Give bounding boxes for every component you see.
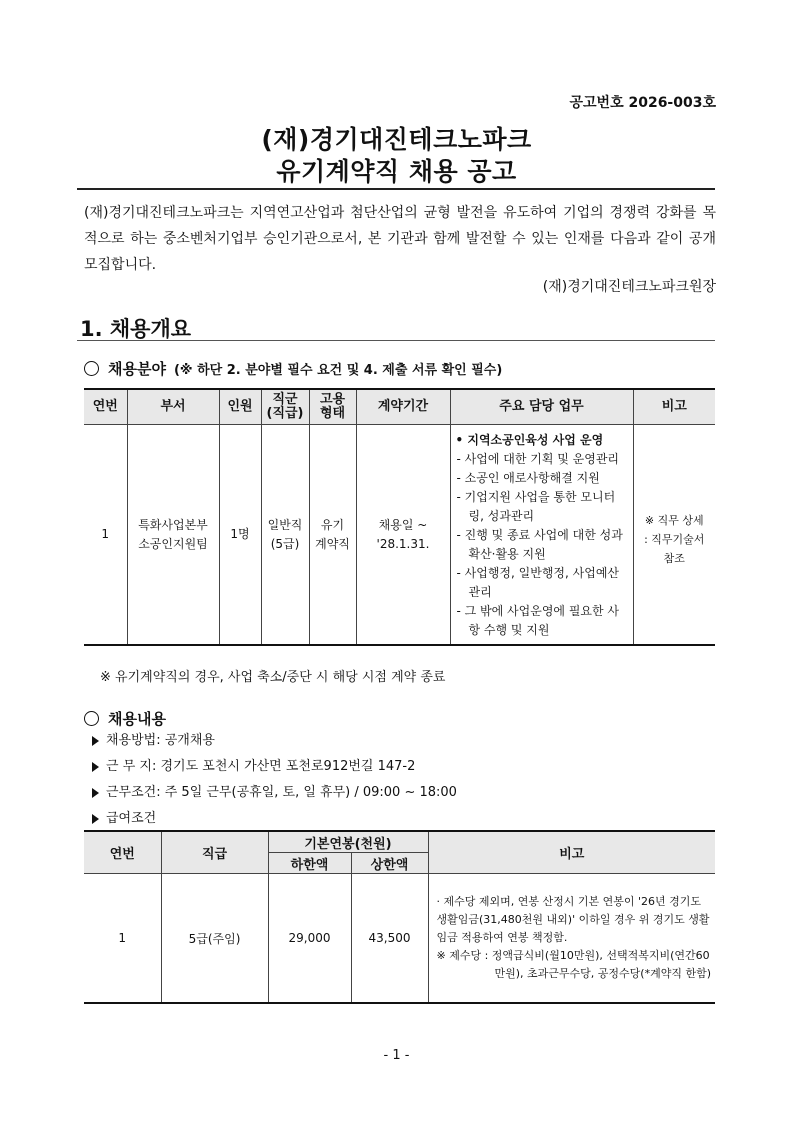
duty-item: - 그 밖에 사업운영에 필요한 사항 수행 및 지원 [456,604,620,637]
cell-no: 1 [84,874,161,1004]
subsection-recruit-field [84,358,502,379]
subsection-title: 채용내용 [108,710,166,728]
remark-sub: ※ 제수당 : 정액급식비(월10만원), 선택적복지비(연간60만원), 초과근무수당, 공정수당(*계약직 한함) [436,949,711,980]
duty-item: - 사업에 대한 기획 및 운영관리 [456,452,620,466]
col-header-grade: 직군 (직급) [261,389,309,425]
cell-emp-type: 유기 계약직 [309,425,356,646]
cell-min: 29,000 [268,874,351,1004]
col-header-no: 연번 [84,831,161,874]
col-header-period: 계약기간 [356,389,450,425]
col-header-duties: 주요 담당 업무 [450,389,633,425]
col-header-count: 인원 [219,389,261,425]
content-list [92,728,457,832]
triangle-bullet-icon [92,736,99,746]
list-item: 근 무 지: 경기도 포천시 가산면 포천로912번길 147-2 [92,754,457,780]
cell-period: 채용일 ~ '28.1.31. [356,425,450,646]
table-footnote: ※ 유기계약직의 경우, 사업 축소/중단 시 해당 시점 계약 종료 [100,670,446,685]
signer: (재)경기대진테크노파크원장 [542,279,716,295]
col-header-base-salary: 기본연봉(천원) [268,831,428,853]
duty-item: - 소공인 애로사항해결 지원 [456,471,600,485]
triangle-bullet-icon [92,788,99,798]
recruit-field-table [84,388,715,646]
page-subtitle: 유기계약직 채용 공고 [276,157,517,186]
duty-item: - 진행 및 종료 사업에 대한 성과 확산·활용 지원 [456,528,623,561]
section-divider [77,340,715,341]
cell-grade: 일반직 (5급) [261,425,309,646]
duty-item: - 기업지원 사업을 통한 모니터링, 성과관리 [456,490,616,523]
cell-duties [450,425,633,646]
remark-main: · 제수당 제외며, 연봉 산정시 기본 연봉이 '26년 경기도 생활임금(31,480천원 내외)' 이하일 경우 위 경기도 생활 임금 적용하여 연봉 책정함. [436,895,710,944]
subsection-note: (※ 하단 2. 분야별 필수 요건 및 4. 제출 서류 확인 필수) [173,363,503,378]
col-header-grade: 직급 [161,831,268,874]
col-header-emp-type: 고용 형태 [309,389,356,425]
page-title: (재)경기대진테크노파크 [261,125,532,154]
col-header-remark: 비고 [633,389,715,425]
notice-number: 공고번호 2026-003호 [569,95,716,111]
table-row [84,874,715,1004]
table-row [84,425,715,646]
col-header-dept: 부서 [127,389,219,425]
cell-remark [428,874,715,1004]
subsection-recruit-content [84,708,166,729]
circle-bullet-icon [84,711,99,726]
col-header-no: 연번 [84,389,127,425]
duty-heading: • 지역소공인육성 사업 운영 [455,433,604,447]
cell-remark: ※ 직무 상세 : 직무기술서 참조 [633,425,715,646]
cell-count: 1명 [219,425,261,646]
list-item: 근무조건: 주 5일 근무(공휴일, 토, 일 휴무) / 09:00 ~ 18:00 [92,780,457,806]
circle-bullet-icon [84,361,99,376]
cell-no: 1 [84,425,127,646]
list-item: 채용방법: 공개채용 [92,728,457,754]
duty-item: - 사업행정, 일반행정, 사업예산관리 [456,566,620,599]
section-1-heading: 1. 채용개요 [80,317,192,341]
pay-table [84,830,715,1004]
col-header-min: 하한액 [268,853,351,874]
cell-max: 43,500 [351,874,428,1004]
title-divider [77,188,715,190]
triangle-bullet-icon [92,814,99,824]
col-header-remark: 비고 [428,831,715,874]
intro-paragraph: (재)경기대진테크노파크는 지역연고산업과 첨단산업의 균형 발전을 유도하여 기업의 경쟁력 강화를 목적으로 하는 중소벤처기업부 승인기관으로서, 본 기관과 함께 발전할 수 있는 인재를 다음과 같이 공개 모집합니다. [84,205,716,273]
list-item: 급여조건 [92,806,457,832]
triangle-bullet-icon [92,762,99,772]
col-header-max: 상한액 [351,853,428,874]
page-number: - 1 - [383,1048,410,1063]
cell-grade: 5급(주임) [161,874,268,1004]
cell-dept: 특화사업본부 소공인지원팀 [127,425,219,646]
subsection-title: 채용분야 [108,360,166,378]
